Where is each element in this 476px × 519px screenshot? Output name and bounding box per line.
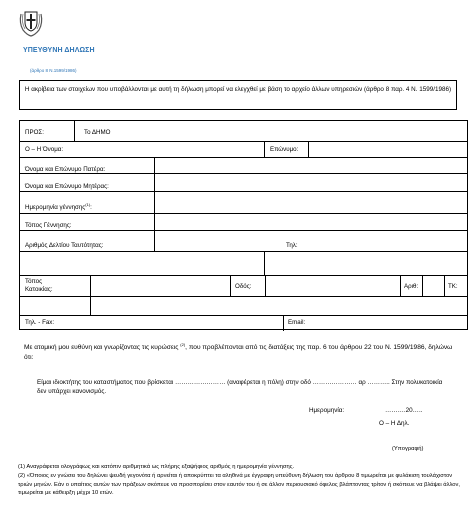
birthplace-label: Τόπος Γέννησης:: [25, 222, 72, 229]
phone-label: Τηλ:: [286, 242, 298, 249]
birthdate-footnote-ref: (1): [85, 202, 91, 207]
declaration-intro-text-2: , που προβλέπονται από τις διατάξεις της παρ. 6 του άρθρου 22 του Ν. 1599/1986, δηλώνω ότι:: [24, 344, 453, 362]
date-label: Ημερομηνία:: [309, 407, 345, 414]
footnote-2: (2) «Όποιος εν γνώσει του δηλώνει ψευδή γεγονότα ή αρνείται ή αποκρύπτει τα αληθινά με έγγραφη υπεύθυνη δήλωση του άρθρου 8 τιμωρείται με φυλάκιση τουλάχιστον τριών μηνών. Εάν ο υπαίτιος αυτών των πράξεων σκόπευε να προσπορίσει στον εαυτόν του ή σε άλλον περιουσιακό όφελος βλάπτοντας τρίτον ή σκόπευε να βλάψει άλλον, τιμωρείται με κάθειρξη μέχρι 10 ετών.: [18, 473, 461, 496]
document-subtitle: (άρθρο 8 Ν.1599/1986): [30, 68, 77, 73]
notice-text: Η ακρίβεια των στοιχείων που υποβάλλονται με αυτή τη δήλωση μπορεί να ελεγχθεί με βάση το αρχείο άλλων υπηρεσιών (άρθρο 8 παρ. 4 Ν. 1599/1986): [24, 86, 452, 93]
fax-field[interactable]: [91, 316, 282, 330]
footnote-1: (1) Αναγράφεται ολογράφως και κατόπιν αριθμητικά ως πλήρης εξαψήφιος αριθμός η ημερομηνία γέννησης.: [18, 464, 295, 470]
birthdate-label-text: Ημερομηνία γέννησης: [25, 204, 86, 212]
number-label: Αριθ:: [404, 283, 419, 290]
birthdate-label: Ημερομηνία γέννησης$^{(1)}$:: [25, 202, 92, 212]
accuracy-notice: [19, 80, 457, 110]
to-label: ΠΡΟΣ:: [25, 129, 44, 136]
birthplace-field[interactable]: [155, 214, 467, 229]
declaration-intro: [24, 340, 454, 363]
father-name-label: Όνομα και Επώνυμο Πατέρα:: [25, 166, 106, 173]
mother-name-field[interactable]: [155, 174, 467, 190]
sanctions-footnote-ref: (2): [180, 342, 186, 347]
id-number-field[interactable]: [155, 231, 467, 250]
declaration-form: [19, 120, 468, 330]
signature-label: (Υπογραφή): [392, 446, 424, 452]
name-field[interactable]: [75, 142, 263, 156]
residence-label-line1: Τόπος: [25, 278, 43, 285]
coat-of-arms-emblem: [16, 7, 46, 37]
name-label: Ο – Η Όνομα:: [25, 146, 64, 153]
email-field[interactable]: [320, 316, 467, 330]
father-name-field[interactable]: [155, 158, 467, 172]
declaration-intro-text-1: Με ατομική μου ευθύνη και γνωρίζοντας τις κυρώσεις: [24, 344, 179, 352]
residence-field[interactable]: [91, 276, 229, 295]
birthdate-field[interactable]: [155, 192, 467, 212]
residence-label-line2: Κατοικίας:: [25, 286, 53, 293]
surname-label: Επώνυμο:: [270, 146, 299, 153]
to-value: Το ΔΗΜΟ: [84, 129, 111, 136]
date-value: ……….20…..: [385, 407, 423, 414]
declaration-body: Είμαι ιδιοκτήτης του καταστήματος που βρίσκεται …………………… (αναφέρεται η πόλη) στην οδό ………………… αρ ……….. Στην πολυκατοικία δεν υπάρχει κανονισμός.: [37, 379, 443, 395]
street-field[interactable]: [266, 276, 399, 295]
declarant-label: Ο – Η Δηλ.: [379, 420, 410, 427]
email-label: Email:: [288, 319, 306, 326]
fax-label: Τηλ. - Fax:: [25, 319, 55, 326]
postcode-label: ΤΚ:: [448, 283, 458, 290]
street-label: Οδός:: [235, 283, 252, 290]
surname-field[interactable]: [309, 142, 467, 156]
mother-name-label: Όνομα και Επώνυμο Μητέρας:: [25, 183, 109, 190]
document-title: ΥΠΕΥΘΥΝΗ ΔΗΛΩΣΗ: [23, 47, 95, 54]
id-number-label: Αριθμός Δελτίου Ταυτότητας:: [25, 242, 104, 249]
